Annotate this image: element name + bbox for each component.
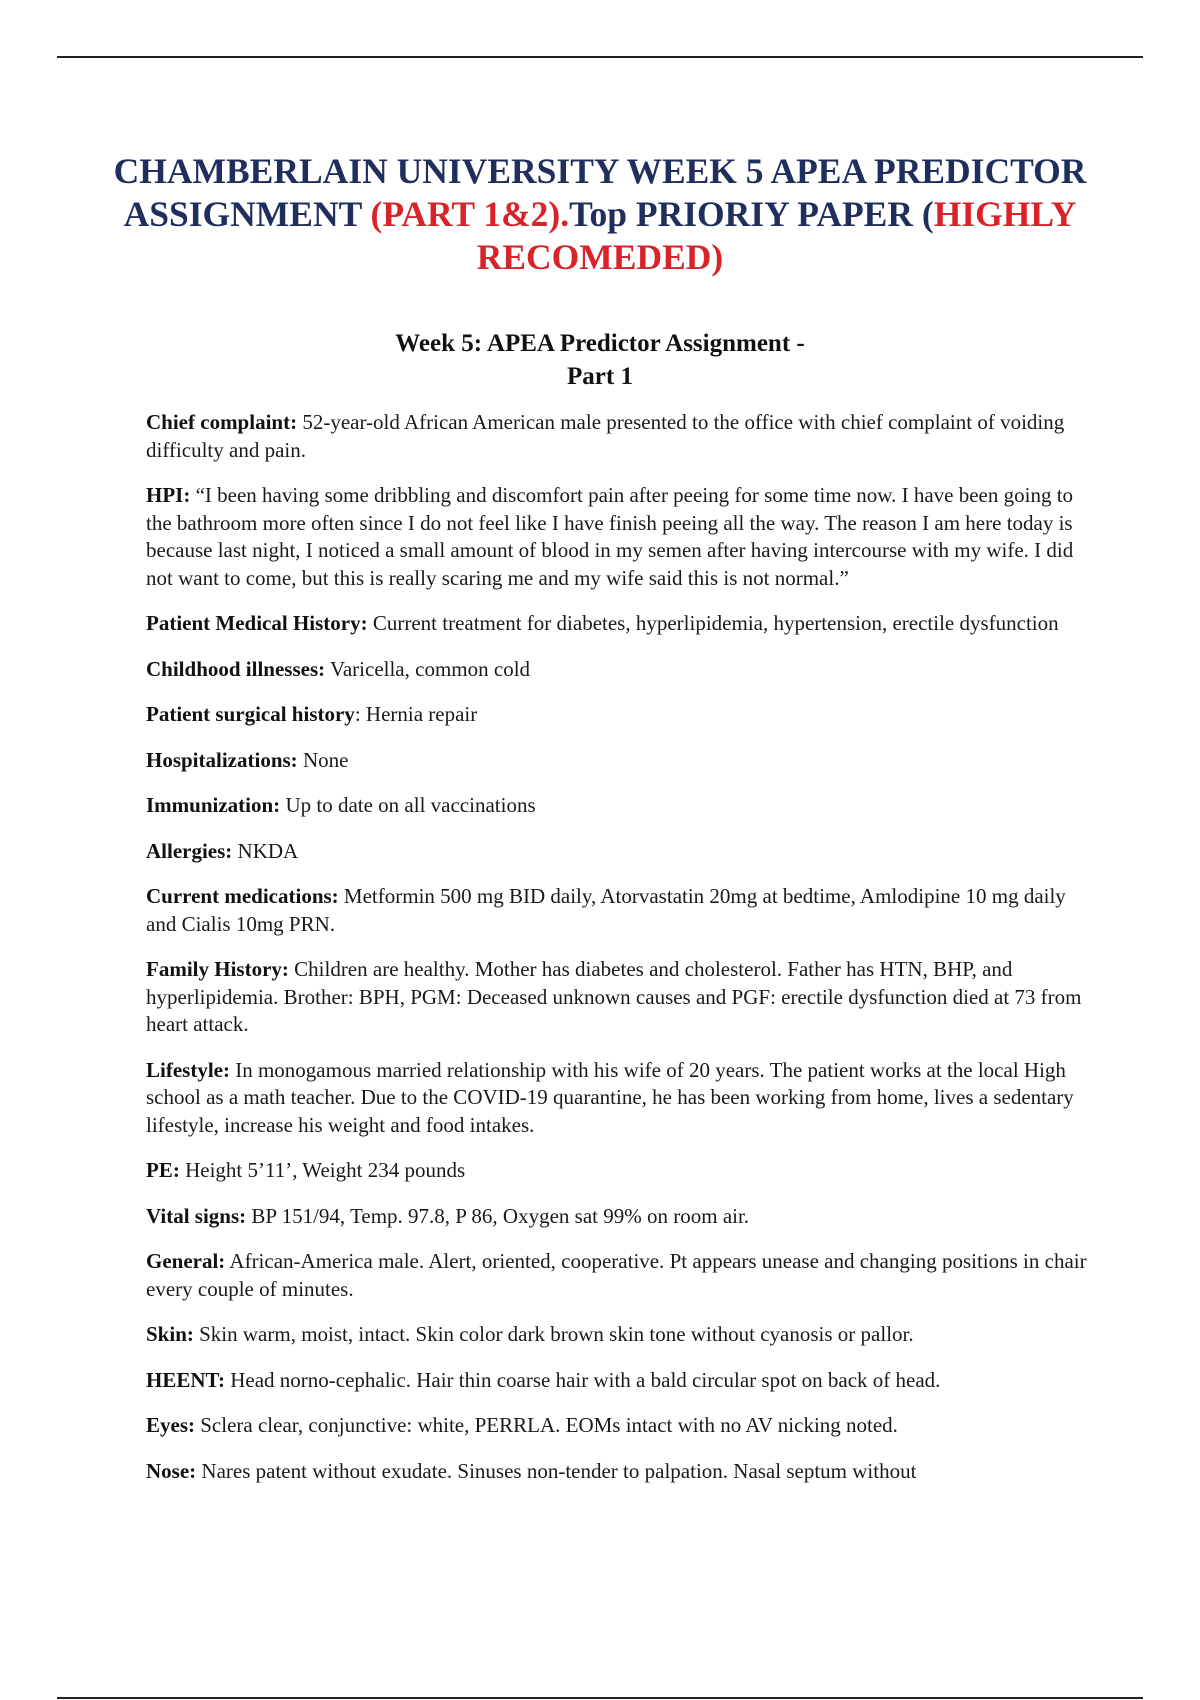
section-title: [200, 327, 1000, 393]
paragraph-skin: [146, 1321, 1091, 1349]
title-part-3: Top PRIORIY PAPER (: [569, 194, 934, 234]
paragraph-label: Childhood illnesses:: [146, 656, 326, 681]
paragraph-lifestyle: [146, 1057, 1091, 1140]
paragraph-hospitalizations: [146, 747, 1091, 775]
paragraph-text: In monogamous married relationship with his wife of 20 years. The patient works at the local High school as a math teacher. Due to the COVID-19 quarantine, he has been working from home, lives a sedentary lifestyle, increase his weight and food intakes.: [146, 1057, 1074, 1137]
paragraph-vital-signs: [146, 1203, 1091, 1231]
paragraph-text: BP 151/94, Temp. 97.8, P 86, Oxygen sat 99% on room air.: [246, 1203, 750, 1228]
paragraph-text: Children are healthy. Mother has diabetes and cholesterol. Father has HTN, BHP, and hyperlipidemia. Brother: BPH, PGM: Deceased unknown causes and PGF: erectile dysfunction died at 73 from heart attack.: [146, 957, 1082, 1036]
paragraph-general: [146, 1248, 1091, 1303]
paragraph-text: Current treatment for diabetes, hyperlipidemia, hypertension, erectile dysfunction: [367, 611, 1059, 635]
title-part-4: HIGHLY RECOMEDED): [476, 194, 1077, 277]
paragraph-label: Eyes:: [146, 1413, 195, 1437]
paragraph-immunization: [146, 792, 1091, 820]
paragraph-text: Sclera clear, conjunctive: white, PERRLA. EOMs intact with no AV nicking noted.: [195, 1413, 898, 1437]
document-title: [100, 150, 1100, 279]
paragraph-current-medications: [146, 883, 1091, 938]
paragraph-pe: [146, 1157, 1091, 1185]
bottom-rule: [57, 1697, 1143, 1699]
paragraph-text: Nares patent without exudate. Sinuses non-tender to palpation. Nasal septum without: [196, 1458, 917, 1483]
paragraph-medical-history: [146, 610, 1091, 638]
paragraph-allergies: [146, 838, 1091, 866]
title-part-2: (PART 1&2).: [370, 194, 570, 234]
paragraph-label: Chief complaint:: [146, 410, 298, 434]
document-body: [146, 409, 1091, 1503]
paragraph-text: None: [297, 747, 349, 772]
paragraph-label: Vital signs:: [146, 1203, 247, 1228]
paragraph-label: Current medications:: [146, 884, 339, 908]
top-rule: [57, 56, 1143, 58]
paragraph-text: 52-year-old African American male presented to the office with chief complaint of voiding difficulty and pain.: [146, 410, 1065, 462]
paragraph-text: “I been having some dribbling and discomfort pain after peeing for some time now. I have been going to the bathroom more often since I do not feel like I have finish peeing all the way. The reason I am here today is because last night, I noticed a small amount of blood in my semen after having intercourse with my wife. I did not want to come, but this is really scaring me and my wife said this is not normal.”: [146, 483, 1074, 590]
paragraph-label: HPI:: [146, 483, 191, 507]
paragraph-family-history: [146, 956, 1091, 1039]
paragraph-label: Family History:: [146, 957, 289, 981]
paragraph-surgical-history: [146, 701, 1091, 729]
paragraph-nose: [146, 1458, 1091, 1486]
paragraph-childhood-illnesses: [146, 656, 1091, 684]
paragraph-label: Immunization:: [146, 793, 281, 817]
title-part-1: CHAMBERLAIN UNIVERSITY WEEK 5 APEA PREDICTOR ASSIGNMENT: [113, 151, 1087, 234]
paragraph-text: Height 5’11’, Weight 234 pounds: [179, 1158, 466, 1182]
paragraph-label: General:: [146, 1249, 226, 1273]
paragraph-text: Varicella, common cold: [325, 656, 531, 681]
paragraph-text: African-America male. Alert, oriented, cooperative. Pt appears unease and changing positions in chair every couple of minutes.: [146, 1249, 1087, 1301]
paragraph-hpi: [146, 482, 1091, 592]
section-title-line-1: Week 5: APEA Predictor Assignment -: [395, 330, 805, 357]
section-title-line-2: Part 1: [567, 363, 633, 390]
paragraph-label: Patient Medical History:: [146, 611, 368, 635]
paragraph-text: NKDA: [232, 838, 299, 863]
paragraph-label: PE:: [146, 1158, 180, 1182]
paragraph-label: Nose:: [146, 1458, 197, 1483]
paragraph-text: Skin warm, moist, intact. Skin color dark brown skin tone without cyanosis or pallor.: [193, 1322, 914, 1346]
paragraph-label: Lifestyle:: [146, 1057, 230, 1082]
paragraph-eyes: [146, 1412, 1091, 1440]
paragraph-chief-complaint: [146, 409, 1091, 464]
paragraph-text: : Hernia repair: [354, 702, 478, 726]
paragraph-text: Head norno-cephalic. Hair thin coarse hair with a bald circular spot on back of head.: [224, 1367, 941, 1392]
paragraph-label: HEENT:: [146, 1367, 225, 1392]
paragraph-label: Skin:: [146, 1322, 194, 1346]
paragraph-label: Hospitalizations:: [146, 747, 298, 772]
paragraph-text: Metformin 500 mg BID daily, Atorvastatin 20mg at bedtime, Amlodipine 10 mg daily and Cialis 10mg PRN.: [146, 884, 1066, 936]
paragraph-label: Allergies:: [146, 838, 233, 863]
paragraph-text: Up to date on all vaccinations: [280, 793, 536, 817]
paragraph-heent: [146, 1367, 1091, 1395]
paragraph-label: Patient surgical history: [146, 702, 355, 726]
